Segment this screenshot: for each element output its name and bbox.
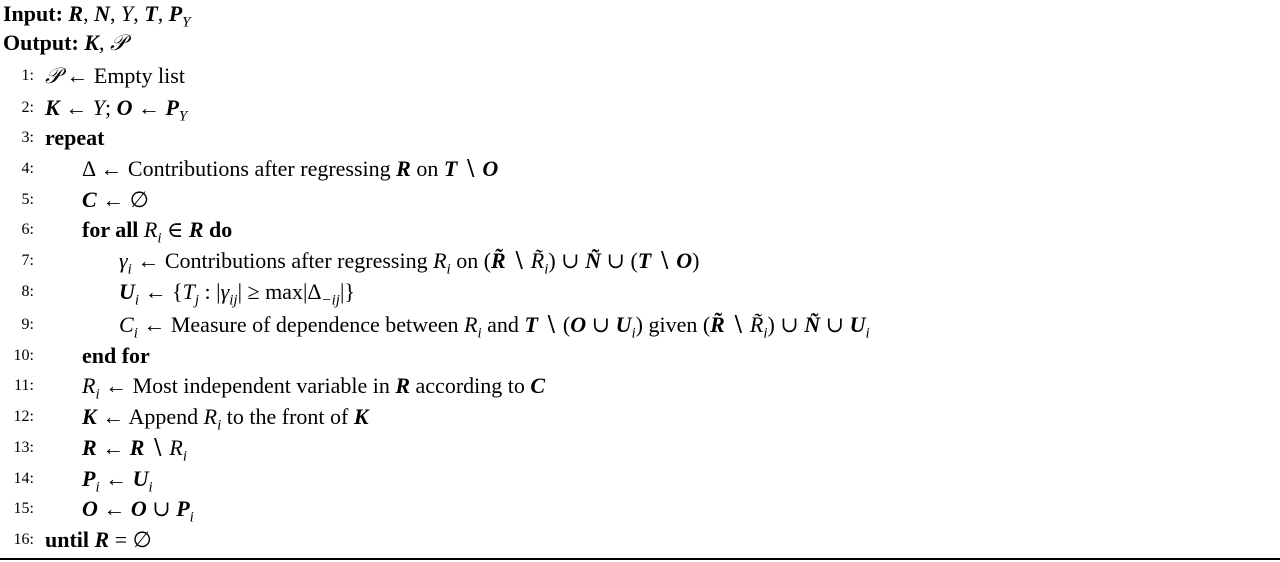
line-number: 13:	[13, 439, 34, 456]
bottom-rule	[0, 558, 1280, 560]
line-content: 𝒫 ← Empty list	[45, 63, 185, 88]
line-content: $P_i$ ← $U_i$	[82, 466, 153, 496]
line-number: 9:	[21, 316, 34, 333]
line-content: K ← Append $R_i$ to the front of K	[82, 404, 369, 434]
line-number: 3:	[21, 129, 34, 146]
line-number: 12:	[13, 408, 34, 425]
line-number: 1:	[21, 67, 34, 84]
line-number: 8:	[21, 283, 34, 300]
line-content: for all $R_i$ ∈ R do	[82, 217, 233, 247]
line-number: 7:	[21, 252, 34, 269]
algorithm-input	[3, 0, 191, 31]
output-label: Output:	[3, 30, 79, 55]
line-content: end for	[82, 343, 150, 368]
input-variables: R, N, Y, T, $P_Y$	[68, 1, 191, 31]
line-number: 15:	[13, 500, 34, 517]
line-number: 11:	[14, 377, 34, 394]
line-number: 2:	[21, 99, 34, 116]
output-variables: K, 𝒫	[84, 30, 126, 55]
line-content: until R = ∅	[45, 527, 152, 552]
line-number: 4:	[21, 160, 34, 177]
line-number: 5:	[21, 191, 34, 208]
line-content: K ← Y; O ← $P_Y$	[45, 95, 188, 125]
line-content: $C_i$ ← Measure of dependence between $R_i$ and T ∖ (O ∪ $U_i$) given (R̃ ∖ $R̃_i$) ∪ Ñ ∪ $U_i$	[119, 312, 870, 342]
line-content: C ← ∅	[82, 187, 149, 212]
line-content: $U_i$ ← {$T_j$ : $|\gamma_{ij}| \ge \max|\Delta_{-ij}|$}	[119, 279, 355, 309]
algorithm-output	[3, 29, 126, 57]
line-content: $\gamma_i$ ← Contributions after regressing $R_i$ on (R̃ ∖ $R̃_i$) ∪ Ñ ∪ (T ∖ O)	[119, 248, 700, 278]
line-content: repeat	[45, 125, 105, 150]
line-number: 14:	[13, 470, 34, 487]
line-content: $R_i$ ← Most independent variable in R according to C	[82, 373, 546, 403]
line-number: 16:	[13, 531, 34, 548]
line-content: Δ ← Contributions after regressing R on T ∖ O	[82, 156, 499, 181]
line-number: 10:	[13, 347, 34, 364]
line-content: O ← O ∪ $P_i$	[82, 496, 194, 526]
line-content: R ← R ∖ $R_i$	[82, 435, 188, 465]
input-label: Input:	[3, 1, 63, 26]
line-number: 6:	[21, 221, 34, 238]
